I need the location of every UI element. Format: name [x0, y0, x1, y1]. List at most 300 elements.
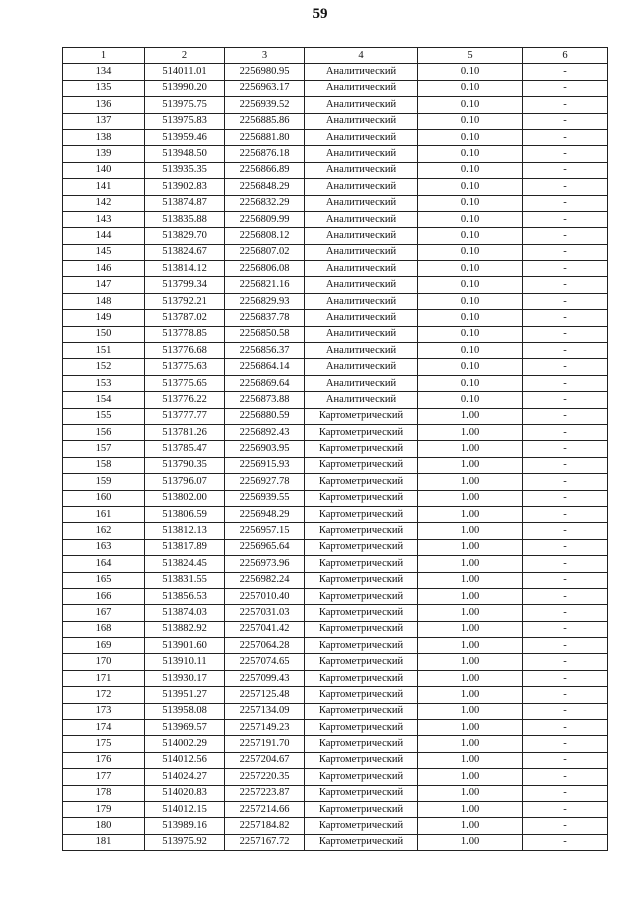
table-cell: 2257134.09	[225, 703, 305, 719]
table-cell: 170	[63, 654, 145, 670]
table-cell: -	[523, 326, 608, 342]
table-cell: 147	[63, 277, 145, 293]
table-cell: 2256829.93	[225, 293, 305, 309]
table-cell: -	[523, 539, 608, 555]
table-cell: 513792.21	[145, 293, 225, 309]
table-row	[63, 523, 608, 539]
table-cell: Картометрический	[305, 670, 418, 686]
column-header: 1	[63, 48, 145, 64]
table-cell: 0.10	[418, 211, 523, 227]
table-cell: 513776.22	[145, 392, 225, 408]
table-cell: Аналитический	[305, 261, 418, 277]
table-cell: Картометрический	[305, 539, 418, 555]
table-cell: Картометрический	[305, 769, 418, 785]
table-cell: 2257214.66	[225, 801, 305, 817]
table-row	[63, 424, 608, 440]
table-cell: 2257149.23	[225, 720, 305, 736]
table-cell: Картометрический	[305, 654, 418, 670]
table-cell: -	[523, 146, 608, 162]
table-cell: 2256856.37	[225, 343, 305, 359]
table-cell: 0.10	[418, 277, 523, 293]
table-cell: 1.00	[418, 441, 523, 457]
table-cell: 0.10	[418, 293, 523, 309]
table-cell: -	[523, 129, 608, 145]
table-cell: Картометрический	[305, 752, 418, 768]
table-cell: 2256939.52	[225, 97, 305, 113]
table-cell: -	[523, 277, 608, 293]
table-cell: Картометрический	[305, 424, 418, 440]
table-cell: Аналитический	[305, 97, 418, 113]
table-cell: Аналитический	[305, 293, 418, 309]
table-cell: -	[523, 703, 608, 719]
table-cell: 513785.47	[145, 441, 225, 457]
table-cell: -	[523, 261, 608, 277]
table-cell: 137	[63, 113, 145, 129]
table-cell: 160	[63, 490, 145, 506]
table-cell: 1.00	[418, 687, 523, 703]
table-cell: 513817.89	[145, 539, 225, 555]
table-cell: 1.00	[418, 572, 523, 588]
table-cell: 1.00	[418, 408, 523, 424]
table-cell: 138	[63, 129, 145, 145]
table-cell: 513835.88	[145, 211, 225, 227]
table-cell: 1.00	[418, 588, 523, 604]
table-cell: -	[523, 605, 608, 621]
table-cell: 513951.27	[145, 687, 225, 703]
table-cell: 513990.20	[145, 80, 225, 96]
table-cell: -	[523, 736, 608, 752]
table-row	[63, 113, 608, 129]
table-row	[63, 195, 608, 211]
table-cell: 180	[63, 818, 145, 834]
table-cell: 2256881.80	[225, 129, 305, 145]
table-cell: 139	[63, 146, 145, 162]
table-cell: 0.10	[418, 97, 523, 113]
table-row	[63, 129, 608, 145]
table-row	[63, 457, 608, 473]
table-cell: 0.10	[418, 326, 523, 342]
table-cell: 513874.03	[145, 605, 225, 621]
table-cell: 143	[63, 211, 145, 227]
table-cell: 2257064.28	[225, 638, 305, 654]
table-row	[63, 343, 608, 359]
table-row	[63, 490, 608, 506]
table-cell: -	[523, 293, 608, 309]
table-cell: 178	[63, 785, 145, 801]
table-cell: Аналитический	[305, 310, 418, 326]
table-row	[63, 293, 608, 309]
table-cell: 0.10	[418, 261, 523, 277]
table-row	[63, 261, 608, 277]
table-cell: -	[523, 359, 608, 375]
page-number: 59	[312, 6, 328, 22]
table-cell: -	[523, 179, 608, 195]
table-row	[63, 736, 608, 752]
table-row	[63, 556, 608, 572]
table-cell: 1.00	[418, 605, 523, 621]
table-cell: 154	[63, 392, 145, 408]
table-cell: 136	[63, 97, 145, 113]
table-cell: 2256939.55	[225, 490, 305, 506]
table-cell: 0.10	[418, 80, 523, 96]
table-cell: Аналитический	[305, 146, 418, 162]
table-cell: 174	[63, 720, 145, 736]
table-cell: 134	[63, 64, 145, 80]
table-cell: 513781.26	[145, 424, 225, 440]
table-cell: 173	[63, 703, 145, 719]
table-cell: 2257204.67	[225, 752, 305, 768]
table-cell: Картометрический	[305, 736, 418, 752]
table-cell: Картометрический	[305, 785, 418, 801]
table-cell: -	[523, 441, 608, 457]
table-row	[63, 687, 608, 703]
table-cell: Картометрический	[305, 687, 418, 703]
table-cell: 176	[63, 752, 145, 768]
table-cell: Картометрический	[305, 523, 418, 539]
table-cell: 2256866.89	[225, 162, 305, 178]
table-cell: 0.10	[418, 64, 523, 80]
table-cell: 2257010.40	[225, 588, 305, 604]
table-cell: 2256876.18	[225, 146, 305, 162]
table-cell: 152	[63, 359, 145, 375]
table-row	[63, 506, 608, 522]
table-cell: 165	[63, 572, 145, 588]
table-cell: Аналитический	[305, 113, 418, 129]
table-cell: 2257184.82	[225, 818, 305, 834]
table-cell: 2256850.58	[225, 326, 305, 342]
table-cell: -	[523, 638, 608, 654]
table-cell: -	[523, 752, 608, 768]
table-cell: -	[523, 424, 608, 440]
column-header: 2	[145, 48, 225, 64]
column-header: 5	[418, 48, 523, 64]
table-cell: 513935.35	[145, 162, 225, 178]
table-cell: 514002.29	[145, 736, 225, 752]
table-row	[63, 375, 608, 391]
table-cell: 0.10	[418, 310, 523, 326]
table-cell: 513930.17	[145, 670, 225, 686]
table-cell: 513799.34	[145, 277, 225, 293]
table-row	[63, 474, 608, 490]
table-row	[63, 392, 608, 408]
table-cell: 1.00	[418, 818, 523, 834]
table-cell: 2256982.24	[225, 572, 305, 588]
table-cell: 1.00	[418, 638, 523, 654]
table-cell: 2256973.96	[225, 556, 305, 572]
table-cell: 1.00	[418, 703, 523, 719]
table-cell: 2257191.70	[225, 736, 305, 752]
table-row	[63, 211, 608, 227]
table-cell: 2256807.02	[225, 244, 305, 260]
table-cell: 155	[63, 408, 145, 424]
table-cell: Картометрический	[305, 801, 418, 817]
table-cell: -	[523, 654, 608, 670]
table-row	[63, 228, 608, 244]
table-cell: 145	[63, 244, 145, 260]
table-cell: 513790.35	[145, 457, 225, 473]
table-cell: Аналитический	[305, 80, 418, 96]
table-cell: 513806.59	[145, 506, 225, 522]
table-cell: -	[523, 408, 608, 424]
table-cell: 0.10	[418, 343, 523, 359]
table-row	[63, 801, 608, 817]
column-header: 4	[305, 48, 418, 64]
table-cell: 1.00	[418, 752, 523, 768]
table-cell: 2257125.48	[225, 687, 305, 703]
table-row	[63, 359, 608, 375]
table-cell: 2257041.42	[225, 621, 305, 637]
table-cell: 2256864.14	[225, 359, 305, 375]
table-cell: 513829.70	[145, 228, 225, 244]
table-cell: 513975.83	[145, 113, 225, 129]
table-cell: 2256821.16	[225, 277, 305, 293]
table-cell: 513874.87	[145, 195, 225, 211]
table-cell: 2256848.29	[225, 179, 305, 195]
table-cell: 148	[63, 293, 145, 309]
table-cell: 2256806.08	[225, 261, 305, 277]
table-cell: 513776.68	[145, 343, 225, 359]
table-cell: -	[523, 523, 608, 539]
table-row	[63, 818, 608, 834]
table-cell: Аналитический	[305, 228, 418, 244]
table-cell: 513824.67	[145, 244, 225, 260]
table-cell: 1.00	[418, 621, 523, 637]
table-cell: 513902.83	[145, 179, 225, 195]
table-cell: 149	[63, 310, 145, 326]
table-cell: 2257167.72	[225, 834, 305, 850]
table-cell: 1.00	[418, 785, 523, 801]
table-cell: 513824.45	[145, 556, 225, 572]
table-cell: 514012.15	[145, 801, 225, 817]
table-cell: Аналитический	[305, 64, 418, 80]
table-cell: -	[523, 785, 608, 801]
table-cell: 179	[63, 801, 145, 817]
table-row	[63, 769, 608, 785]
table-cell: 2256915.93	[225, 457, 305, 473]
table-row	[63, 720, 608, 736]
table-row	[63, 588, 608, 604]
table-cell: Аналитический	[305, 211, 418, 227]
table-row	[63, 654, 608, 670]
table-cell: 2256892.43	[225, 424, 305, 440]
table-cell: 1.00	[418, 834, 523, 850]
table-cell: 514020.83	[145, 785, 225, 801]
table-cell: 135	[63, 80, 145, 96]
table-cell: 513802.00	[145, 490, 225, 506]
table-cell: 0.10	[418, 113, 523, 129]
table-cell: 0.10	[418, 392, 523, 408]
table-cell: 151	[63, 343, 145, 359]
table-cell: 1.00	[418, 523, 523, 539]
table-cell: -	[523, 228, 608, 244]
table-cell: 513989.16	[145, 818, 225, 834]
table-cell: -	[523, 375, 608, 391]
table-cell: 0.10	[418, 375, 523, 391]
table-cell: Аналитический	[305, 392, 418, 408]
table-cell: 513856.53	[145, 588, 225, 604]
table-cell: 2256873.88	[225, 392, 305, 408]
table-cell: 172	[63, 687, 145, 703]
table-cell: 0.10	[418, 146, 523, 162]
table-cell: -	[523, 834, 608, 850]
table-row	[63, 97, 608, 113]
table-cell: 140	[63, 162, 145, 178]
table-cell: Картометрический	[305, 605, 418, 621]
table-row	[63, 408, 608, 424]
table-row	[63, 752, 608, 768]
table-row	[63, 310, 608, 326]
table-row	[63, 703, 608, 719]
table-cell: 164	[63, 556, 145, 572]
table-cell: 513948.50	[145, 146, 225, 162]
table-cell: 156	[63, 424, 145, 440]
table-cell: 513812.13	[145, 523, 225, 539]
table-cell: 161	[63, 506, 145, 522]
table-cell: 171	[63, 670, 145, 686]
table-header-row	[63, 48, 608, 64]
table-cell: -	[523, 769, 608, 785]
table-cell: Картометрический	[305, 457, 418, 473]
table-cell: 146	[63, 261, 145, 277]
table-cell: -	[523, 97, 608, 113]
table-cell: -	[523, 244, 608, 260]
table-row	[63, 146, 608, 162]
table-row	[63, 621, 608, 637]
table-cell: 169	[63, 638, 145, 654]
table-cell: Картометрический	[305, 506, 418, 522]
table-cell: 157	[63, 441, 145, 457]
table-cell: 0.10	[418, 129, 523, 145]
column-header: 3	[225, 48, 305, 64]
table-cell: 2256832.29	[225, 195, 305, 211]
table-cell: -	[523, 720, 608, 736]
table-cell: 2256903.95	[225, 441, 305, 457]
table-cell: 513778.85	[145, 326, 225, 342]
table-row	[63, 785, 608, 801]
table-cell: -	[523, 162, 608, 178]
table-cell: Картометрический	[305, 556, 418, 572]
coordinates-table	[62, 47, 608, 851]
table-cell: 1.00	[418, 457, 523, 473]
table-cell: Картометрический	[305, 703, 418, 719]
table-cell: -	[523, 556, 608, 572]
table-cell: 2257223.87	[225, 785, 305, 801]
table-cell: 181	[63, 834, 145, 850]
table-cell: -	[523, 64, 608, 80]
table-cell: 2256948.29	[225, 506, 305, 522]
table-cell: 2256885.86	[225, 113, 305, 129]
table-cell: 1.00	[418, 506, 523, 522]
table-row	[63, 572, 608, 588]
table-cell: 1.00	[418, 670, 523, 686]
table-cell: -	[523, 572, 608, 588]
table-cell: 513777.77	[145, 408, 225, 424]
table-cell: -	[523, 457, 608, 473]
table-cell: Аналитический	[305, 179, 418, 195]
table-cell: 513882.92	[145, 621, 225, 637]
table-cell: Картометрический	[305, 490, 418, 506]
table-cell: -	[523, 80, 608, 96]
table-cell: 1.00	[418, 720, 523, 736]
table-cell: 513958.08	[145, 703, 225, 719]
table-cell: -	[523, 474, 608, 490]
table-cell: 513814.12	[145, 261, 225, 277]
table-cell: -	[523, 392, 608, 408]
table-cell: 513969.57	[145, 720, 225, 736]
table-cell: -	[523, 211, 608, 227]
table-cell: 513959.46	[145, 129, 225, 145]
table-cell: -	[523, 113, 608, 129]
table-row	[63, 326, 608, 342]
table-cell: 2257074.65	[225, 654, 305, 670]
table-cell: 1.00	[418, 424, 523, 440]
table-row	[63, 64, 608, 80]
table-cell: Картометрический	[305, 408, 418, 424]
table-cell: 168	[63, 621, 145, 637]
table-cell: 2256957.15	[225, 523, 305, 539]
table-cell: 158	[63, 457, 145, 473]
table-cell: Аналитический	[305, 129, 418, 145]
table-cell: 2256869.64	[225, 375, 305, 391]
table-body	[63, 64, 608, 851]
table-cell: -	[523, 310, 608, 326]
table-cell: Аналитический	[305, 162, 418, 178]
table-cell: 166	[63, 588, 145, 604]
table-cell: 2257031.03	[225, 605, 305, 621]
table-cell: 0.10	[418, 195, 523, 211]
table-row	[63, 277, 608, 293]
table-cell: -	[523, 670, 608, 686]
table-cell: Картометрический	[305, 720, 418, 736]
table-cell: 2256980.95	[225, 64, 305, 80]
table-cell: Картометрический	[305, 588, 418, 604]
table-cell: 1.00	[418, 736, 523, 752]
table-row	[63, 244, 608, 260]
table-cell: Картометрический	[305, 834, 418, 850]
table-cell: 0.10	[418, 179, 523, 195]
table-cell: -	[523, 621, 608, 637]
table-cell: Картометрический	[305, 818, 418, 834]
table-cell: 0.10	[418, 162, 523, 178]
table-cell: 2256965.64	[225, 539, 305, 555]
table-cell: Аналитический	[305, 326, 418, 342]
column-header: 6	[523, 48, 608, 64]
table-cell: 513831.55	[145, 572, 225, 588]
table-cell: 513975.75	[145, 97, 225, 113]
table-cell: 1.00	[418, 556, 523, 572]
table-cell: 2257220.35	[225, 769, 305, 785]
table-cell: Картометрический	[305, 621, 418, 637]
table-cell: 162	[63, 523, 145, 539]
table-cell: 1.00	[418, 769, 523, 785]
table-cell: Аналитический	[305, 277, 418, 293]
table-cell: 2256808.12	[225, 228, 305, 244]
table-cell: -	[523, 506, 608, 522]
table-cell: Аналитический	[305, 375, 418, 391]
table-cell: 514024.27	[145, 769, 225, 785]
table-cell: 1.00	[418, 539, 523, 555]
table-cell: 513796.07	[145, 474, 225, 490]
table-cell: 0.10	[418, 359, 523, 375]
table-cell: -	[523, 343, 608, 359]
table-cell: 153	[63, 375, 145, 391]
table-row	[63, 162, 608, 178]
table-cell: 2256927.78	[225, 474, 305, 490]
table-cell: Картометрический	[305, 638, 418, 654]
table-cell: 1.00	[418, 474, 523, 490]
table-cell: Аналитический	[305, 343, 418, 359]
table-cell: 513901.60	[145, 638, 225, 654]
